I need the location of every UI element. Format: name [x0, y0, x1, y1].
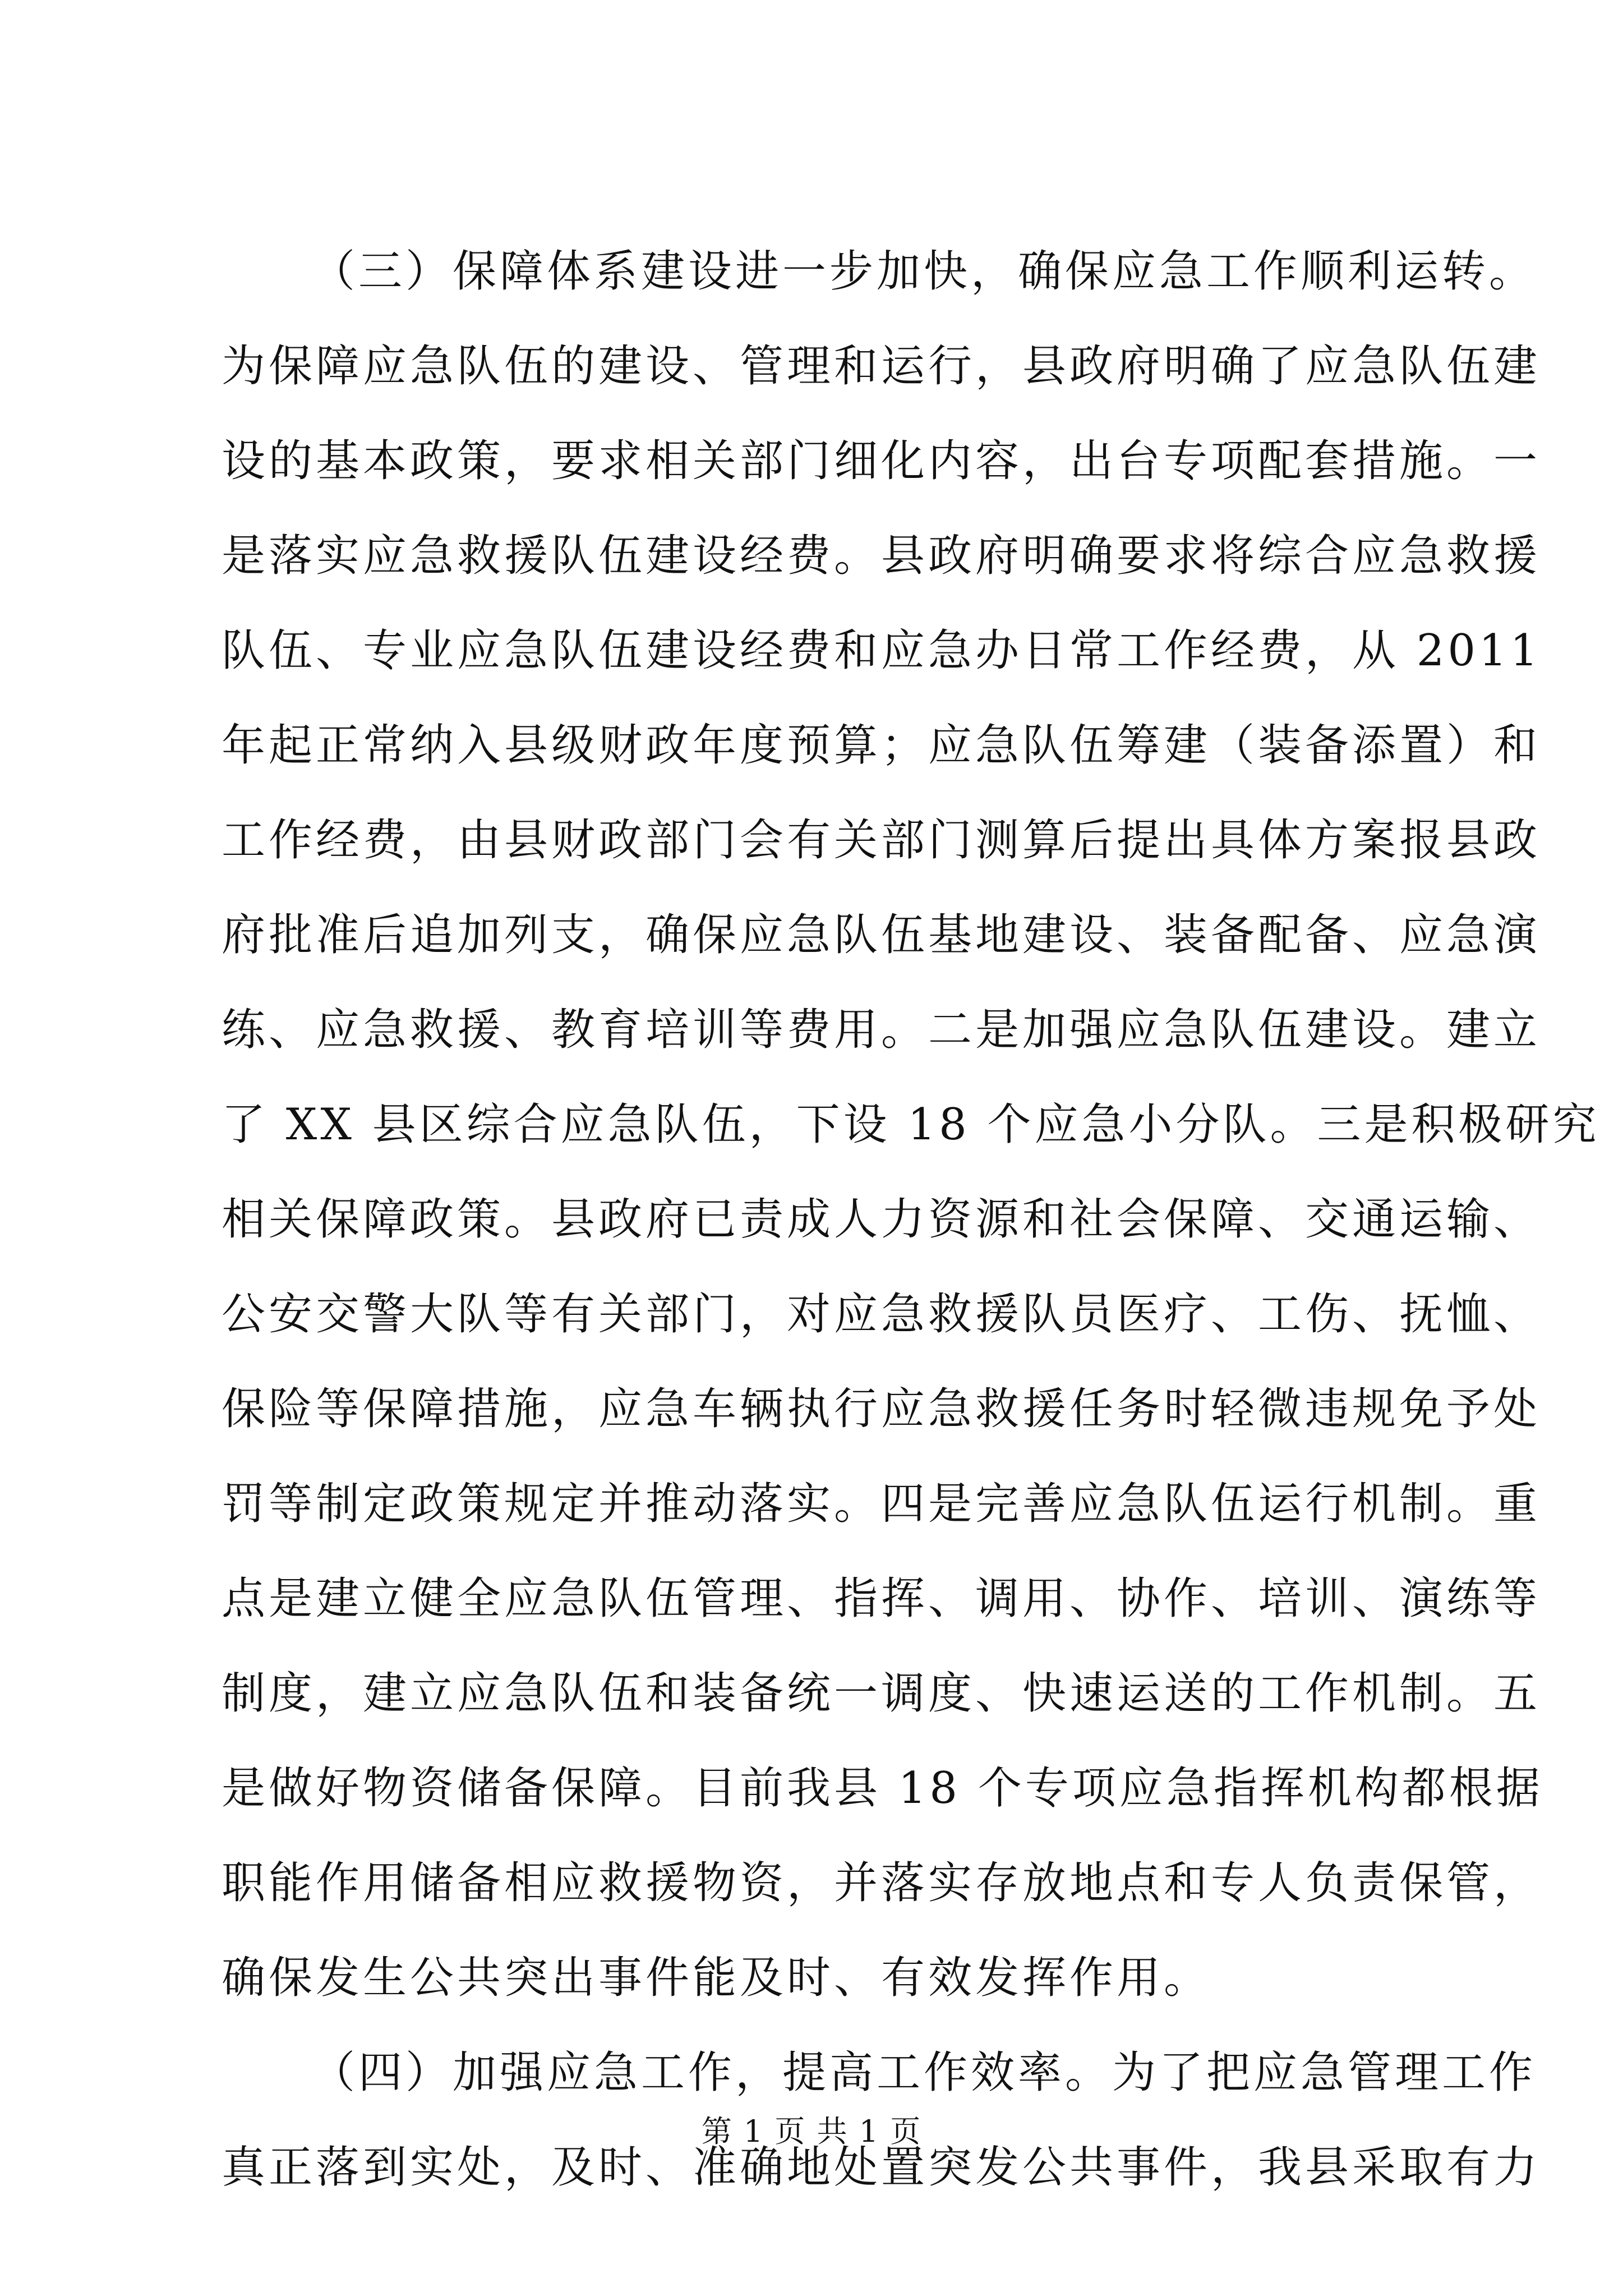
paragraph-3-line-9: 练、应急救援、教育培训等费用。二是加强应急队伍建设。建立: [222, 1005, 1541, 1055]
paragraph-3-line-6: 年起正常纳入县级财政年度预算；应急队伍筹建（装备添置）和: [222, 720, 1541, 771]
paragraph-3-line-5: 队伍、专业应急队伍建设经费和应急办日常工作经费，从 2011: [222, 625, 1542, 676]
paragraph-3-line-16: 制度，建立应急队伍和装备统一调度、快速运送的工作机制。五: [222, 1668, 1541, 1719]
paragraph-3-line-14: 罚等制定政策规定并推动落实。四是完善应急队伍运行机制。重: [222, 1479, 1541, 1529]
paragraph-3-line-7: 工作经费，由县财政部门会有关部门测算后提出具体方案报县政: [222, 815, 1541, 866]
paragraph-3-line-12: 公安交警大队等有关部门，对应急救援队员医疗、工伤、抚恤、: [222, 1289, 1541, 1340]
paragraph-3-line-8: 府批准后追加列支，确保应急队伍基地建设、装备配备、应急演: [222, 910, 1541, 960]
paragraph-4-line-2: 真正落到实处，及时、准确地处置突发公共事件，我县采取有力: [222, 2142, 1541, 2193]
paragraph-3-line-10: 了 XX 县区综合应急队伍，下设 18 个应急小分队。三是积极研究: [222, 1099, 1600, 1150]
paragraph-3-line-1: （三）保障体系建设进一步加快，确保应急工作顺利运转。: [311, 246, 1537, 297]
paragraph-4-line-1: （四）加强应急工作，提高工作效率。为了把应急管理工作: [311, 2047, 1537, 2098]
page-footer: 第 1 页 共 1 页: [701, 2114, 922, 2149]
paragraph-3-line-3: 设的基本政策，要求相关部门细化内容，出台专项配套措施。一: [222, 436, 1541, 486]
paragraph-3-line-4: 是落实应急救援队伍建设经费。县政府明确要求将综合应急救援: [222, 531, 1541, 581]
paragraph-3-line-11: 相关保障政策。县政府已责成人力资源和社会保障、交通运输、: [222, 1194, 1541, 1245]
paragraph-3-line-17: 是做好物资储备保障。目前我县 18 个专项应急指挥机构都根据: [222, 1763, 1543, 1814]
paragraph-3-line-18: 职能作用储备相应救援物资，并落实存放地点和专人负责保管，: [222, 1858, 1541, 1908]
paragraph-3-line-15: 点是建立健全应急队伍管理、指挥、调用、协作、培训、演练等: [222, 1573, 1541, 1624]
paragraph-3-line-13: 保险等保障措施，应急车辆执行应急救援任务时轻微违规免予处: [222, 1384, 1541, 1434]
paragraph-3-line-2: 为保障应急队伍的建设、管理和运行，县政府明确了应急队伍建: [222, 341, 1541, 392]
paragraph-3-line-19: 确保发生公共突出事件能及时、有效发挥作用。: [222, 1953, 1211, 2003]
document-body: [222, 224, 1600, 2215]
